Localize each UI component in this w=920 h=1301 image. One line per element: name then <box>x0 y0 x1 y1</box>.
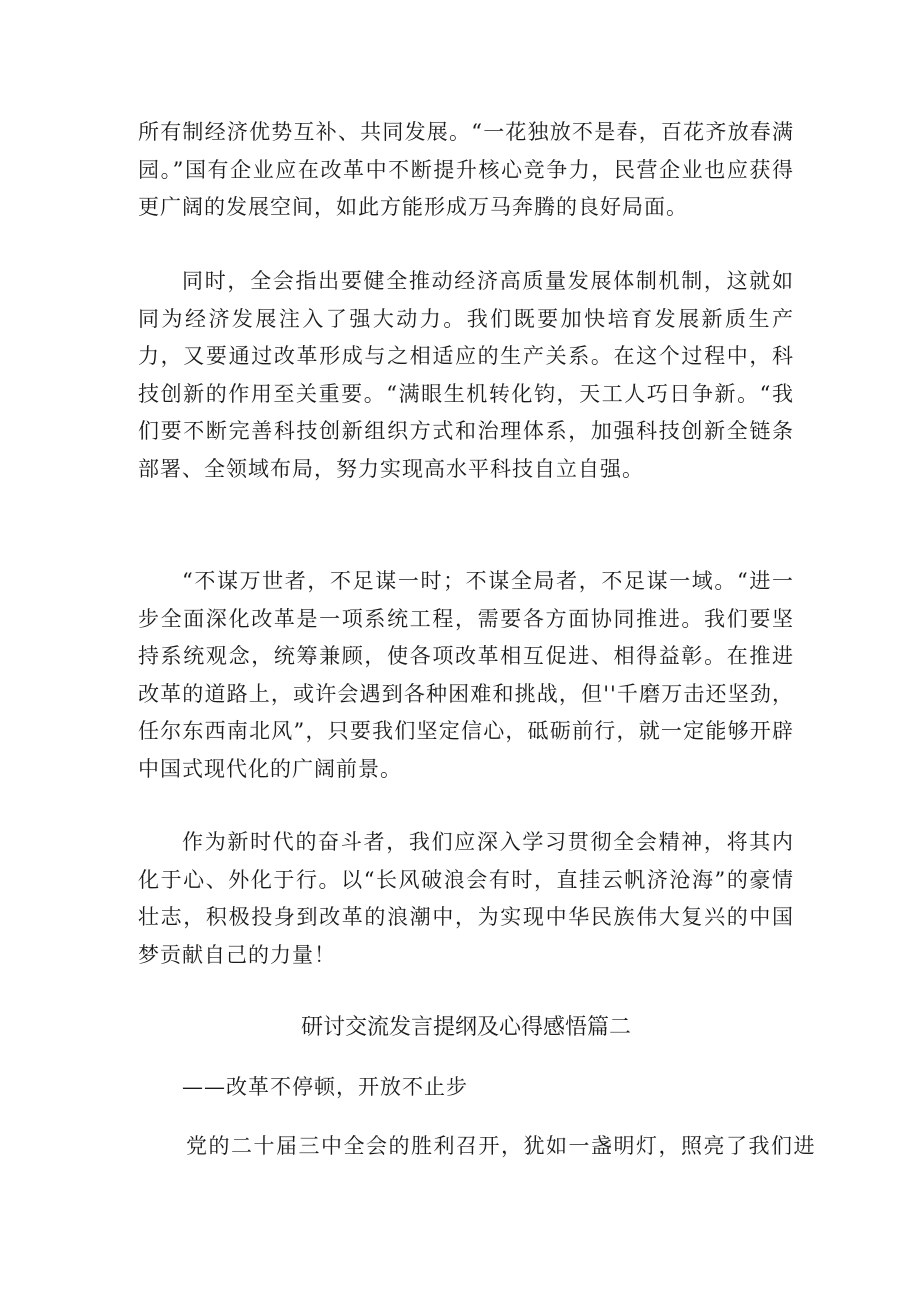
paragraph-4: 作为新时代的奋斗者，我们应深入学习贯彻全会精神，将其内化于心、外化于行。以“长风破浪会有时，直挂云帆济沧海”的豪情壮志，积极投身到改革的浪潮中，为实现中华民族伟大复兴的中国梦贡献自己的力量！ <box>138 830 794 967</box>
section-subtitle: ——改革不停顿，开放不止步 <box>182 1075 468 1099</box>
paragraph-5: 党的二十届三中全会的胜利召开，犹如一盏明灯，照亮了我们进 <box>186 1134 816 1158</box>
paragraph-2: 同时，全会指出要健全推动经济高质量发展体制机制，这就如同为经济发展注入了强大动力。我们既要加快培育发展新质生产力，又要通过改革形成与之相适应的生产关系。在这个过程中，科技创新的作用至关重要。“满眼生机转化钧，天工人巧日争新。“我们要不断完善科技创新组织方式和治理体系，加强科技创新全链条部署、全领域布局，努力实现高水平科技自立自强。 <box>138 269 794 481</box>
paragraph-1: 所有制经济优势互补、共同发展。“一花独放不是春，百花齐放春满园。”国有企业应在改革中不断提升核心竞争力，民营企业也应获得更广阔的发展空间，如此方能形成万马奔腾的良好局面。 <box>138 120 794 220</box>
section-title: 研讨交流发言提纲及心得感悟篇二 <box>300 1015 631 1040</box>
paragraph-3: “不谋万世者，不足谋一时；不谋全局者，不足谋一域。“进一步全面深化改革是一项系统工程，需要各方面协同推进。我们要坚持系统观念，统筹兼顾，使各项改革相互促进、相得益彰。在推进改革的道路上，或许会遇到各种困难和挑战，但''千磨万击还坚劲，任尔东西南北风”，只要我们坚定信心，砥砺前行，就一定能够开辟中国式现代化的广阔前景。 <box>138 569 794 781</box>
